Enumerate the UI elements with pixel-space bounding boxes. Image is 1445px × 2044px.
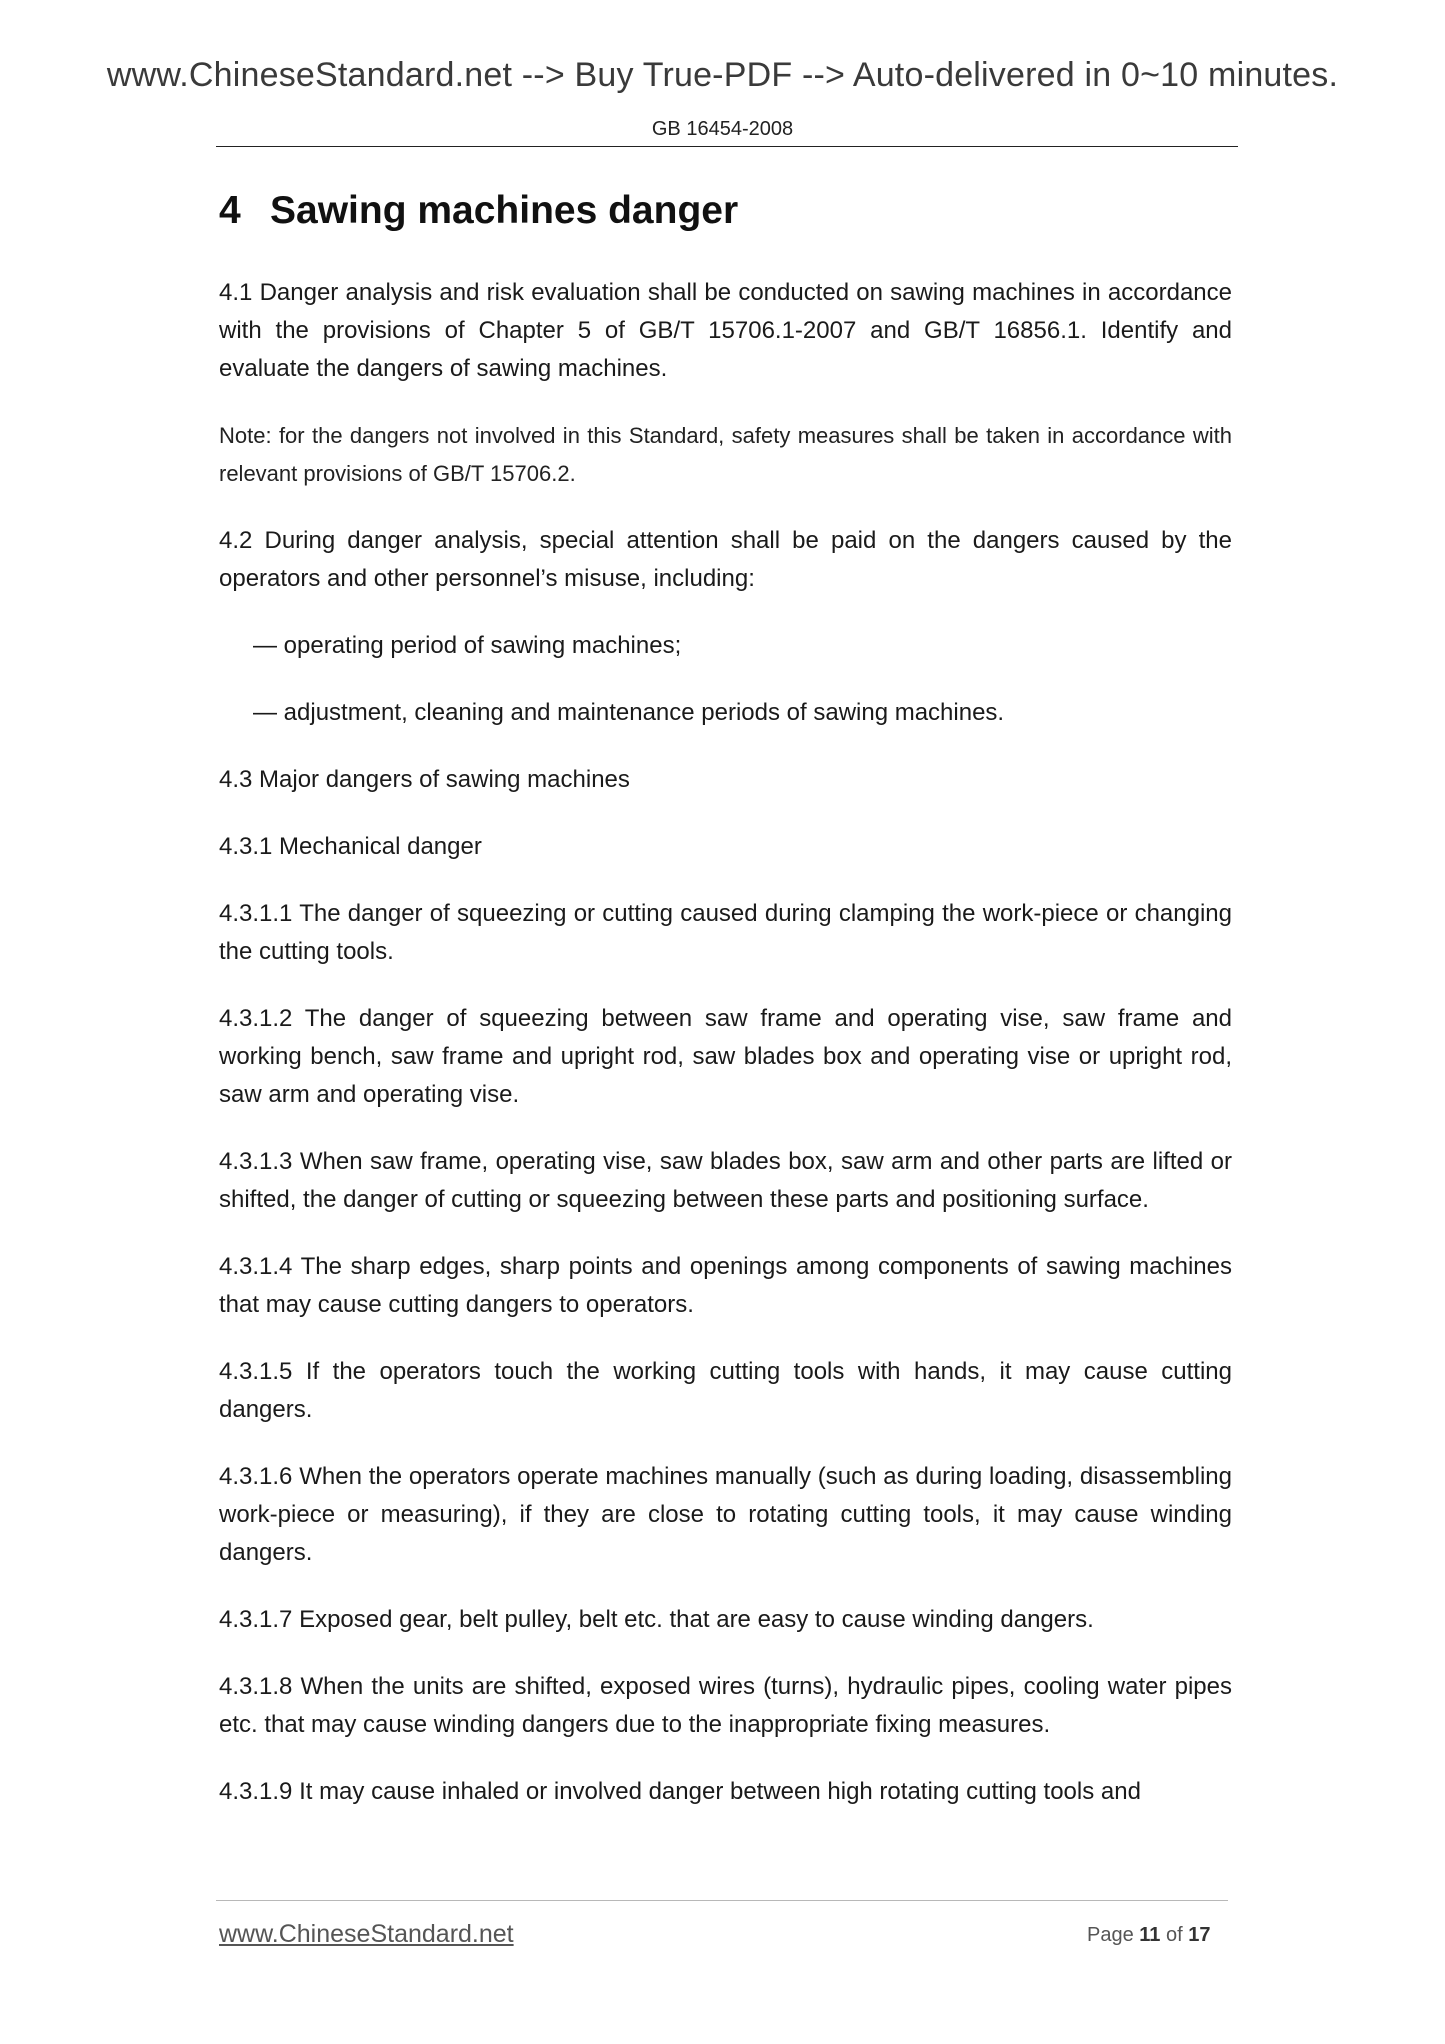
note-paragraph: Note: for the dangers not involved in this Standard, safety measures shall be taken in accordance with relevant provisions of GB/T 15706.2. bbox=[219, 423, 1232, 486]
standard-code: GB 16454-2008 bbox=[651, 118, 794, 140]
list-item-maintenance-period: — adjustment, cleaning and maintenance periods of sawing machines. bbox=[253, 699, 1005, 726]
footer-site-link[interactable]: www.ChineseStandard.net bbox=[219, 1920, 514, 1948]
section-number: 4 bbox=[219, 189, 241, 232]
paragraph-4-3-1-7: 4.3.1.7 Exposed gear, belt pulley, belt etc. that are easy to cause winding dangers. bbox=[219, 1606, 1094, 1633]
header-divider bbox=[216, 146, 1238, 147]
paragraph-4-3-1-4: 4.3.1.4 The sharp edges, sharp points and openings among components of sawing machines that may cause cutting dangers to operators. bbox=[219, 1253, 1232, 1318]
top-banner: www.ChineseStandard.net --> Buy True-PDF --> Auto-delivered in 0~10 minutes. bbox=[106, 56, 1339, 94]
paragraph-4-3-1-9: 4.3.1.9 It may cause inhaled or involved danger between high rotating cutting tools and bbox=[219, 1778, 1141, 1805]
paragraph-4-1: 4.1 Danger analysis and risk evaluation shall be conducted on sawing machines in accordance with the provisions of Chapter 5 of GB/T 15706.1-2007 and GB/T 16856.1. Identify and evaluate the dangers of sawing machines. bbox=[219, 279, 1232, 382]
section-title: Sawing machines danger bbox=[270, 189, 739, 232]
paragraph-4-3-1-1: 4.3.1.1 The danger of squeezing or cutting caused during clamping the work-piece or changing the cutting tools. bbox=[219, 900, 1232, 965]
footer-divider bbox=[216, 1900, 1228, 1901]
page-prefix: Page bbox=[1087, 1924, 1134, 1946]
paragraph-4-3-1-2: 4.3.1.2 The danger of squeezing between saw frame and operating vise, saw frame and working bench, saw frame and upright rod, saw blades box and operating vise or upright rod, saw arm and operating vise. bbox=[219, 1005, 1232, 1108]
page-indicator bbox=[1087, 1924, 1211, 1947]
paragraph-4-3-1: 4.3.1 Mechanical danger bbox=[219, 833, 482, 860]
section-heading bbox=[219, 186, 1232, 236]
paragraph-4-3-1-8: 4.3.1.8 When the units are shifted, exposed wires (turns), hydraulic pipes, cooling water pipes etc. that may cause winding dangers due to the inappropriate fixing measures. bbox=[219, 1673, 1232, 1738]
list-item-operating-period: — operating period of sawing machines; bbox=[253, 632, 682, 659]
paragraph-4-3-1-3: 4.3.1.3 When saw frame, operating vise, saw blades box, saw arm and other parts are lifted or shifted, the danger of cutting or squeezing between these parts and positioning surface. bbox=[219, 1148, 1232, 1213]
page-total: 17 bbox=[1188, 1924, 1211, 1946]
paragraph-4-2: 4.2 During danger analysis, special attention shall be paid on the dangers caused by the operators and other personnel’s misuse, including: bbox=[219, 527, 1232, 592]
paragraph-4-3-1-6: 4.3.1.6 When the operators operate machines manually (such as during loading, disassembling work-piece or measuring), if they are close to rotating cutting tools, it may cause winding dangers. bbox=[219, 1463, 1232, 1566]
page-current: 11 bbox=[1139, 1924, 1161, 1946]
paragraph-4-3-1-5: 4.3.1.5 If the operators touch the working cutting tools with hands, it may cause cutting dangers. bbox=[219, 1358, 1232, 1423]
paragraph-4-3: 4.3 Major dangers of sawing machines bbox=[219, 766, 630, 793]
document-body bbox=[219, 186, 1232, 1840]
page-of: of bbox=[1166, 1924, 1183, 1946]
